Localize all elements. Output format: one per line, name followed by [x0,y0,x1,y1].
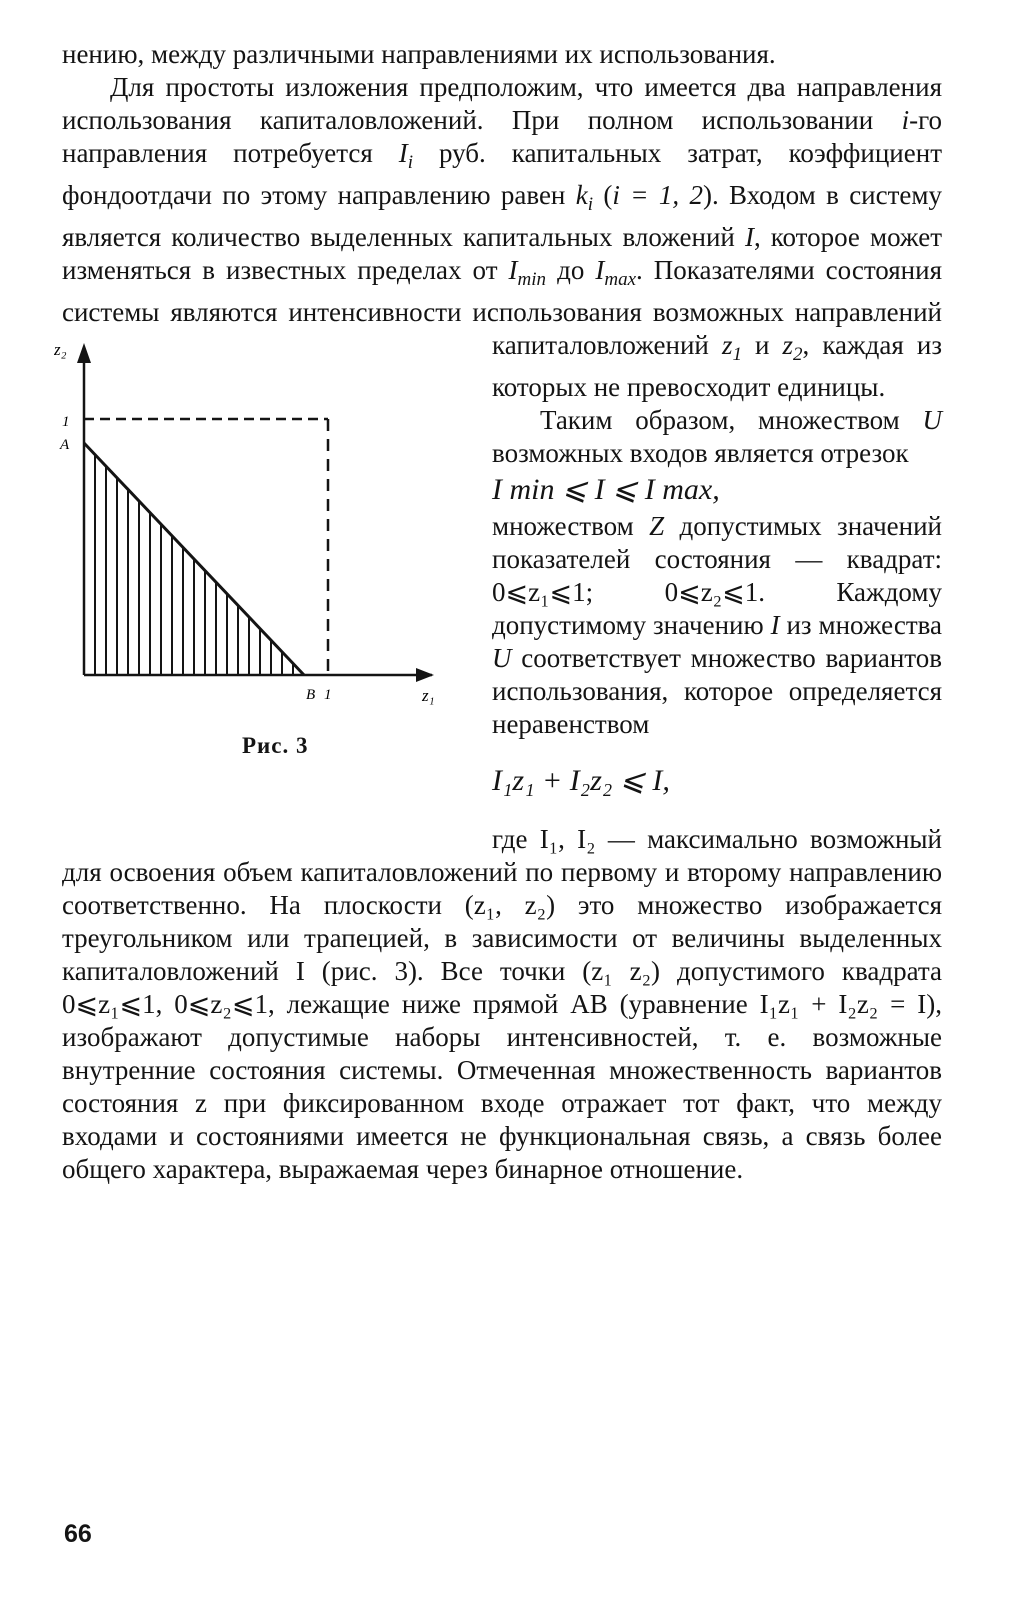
y-tick-1: 1 [62,414,70,430]
axis-y-label: z₂ [54,340,67,359]
page-body [54,38,942,1186]
paragraph-5: где I₁, I₂ — максимально возможный для освоения объем капиталовложений по первому и второму направлению соответственно. На плоскости (z₁, z₂) это множество изображается треугольником или трапецией, в зависимости от величины выделенных капиталовложений I (рис. 3). Все точки (z₁ z₂) допустимого квадрата 0⩽z₁⩽1, 0⩽z₂⩽1, лежащие ниже прямой AB (уравнение I₁z₁ + I₂z₂ = I), изображают допустимые наборы интенсивностей, т. е. возможные внутренние состояния системы. Отмеченная множественность вариантов состояния z при фиксированном входе отражает тот факт, что между входами и состояниями имеется не функциональная связь, а связь более общего характера, выражаемая через бинарное отношение. [62,824,942,1184]
paragraph-4: множеством Z допустимых значений показателей состояния — квадрат: 0⩽z₁⩽1; 0⩽z₂⩽1. Каждому допустимому значению I из множества U соответствует множество вариантов использования, которое определяется неравенством [492,511,942,739]
formula-inequality: I₁z₁ + I₂z₂ ⩽ I, [492,764,670,797]
arrow-z1-icon [416,668,434,682]
x-tick-B: B [306,687,316,703]
figure-3 [54,335,492,833]
axis-x-label: z₁ [422,686,435,705]
page-number: 66 [64,1520,92,1548]
formula-interval: I min ⩽ I ⩽ I max, [492,473,720,506]
arrow-z2-icon [77,343,91,363]
x-tick-1: 1 [324,687,332,703]
paragraph-2: Для простоты изложения предположим, что имеется два направления использования капиталовложений. При полном использовании i-го направления потребуется $I_i$ руб. капитальных затрат, коэффициент фондоотдачи по этому направлению равен $k_i$ (i = 1, 2). Входом в систему является количество выделенных капитальных вложений I, которое может изменяться в известных пределах от $I_{min}$ до $I_{max}$. Показателями состояния системы являются интенсивности использования возможных направлений капиталовложений z₂ 1 A B 1 z₁ Рис. 3 $z_1$ и $z_2$, каждая из которых не превосходит единицы. [62,71,942,404]
paragraph-3: Таким образом, множеством U возможных входов является отрезок [492,405,942,468]
figure-caption: Рис. 3 [242,733,309,758]
paragraph-1: нению, между различными направлениями их использования. [62,39,776,69]
y-tick-A: A [60,437,70,453]
